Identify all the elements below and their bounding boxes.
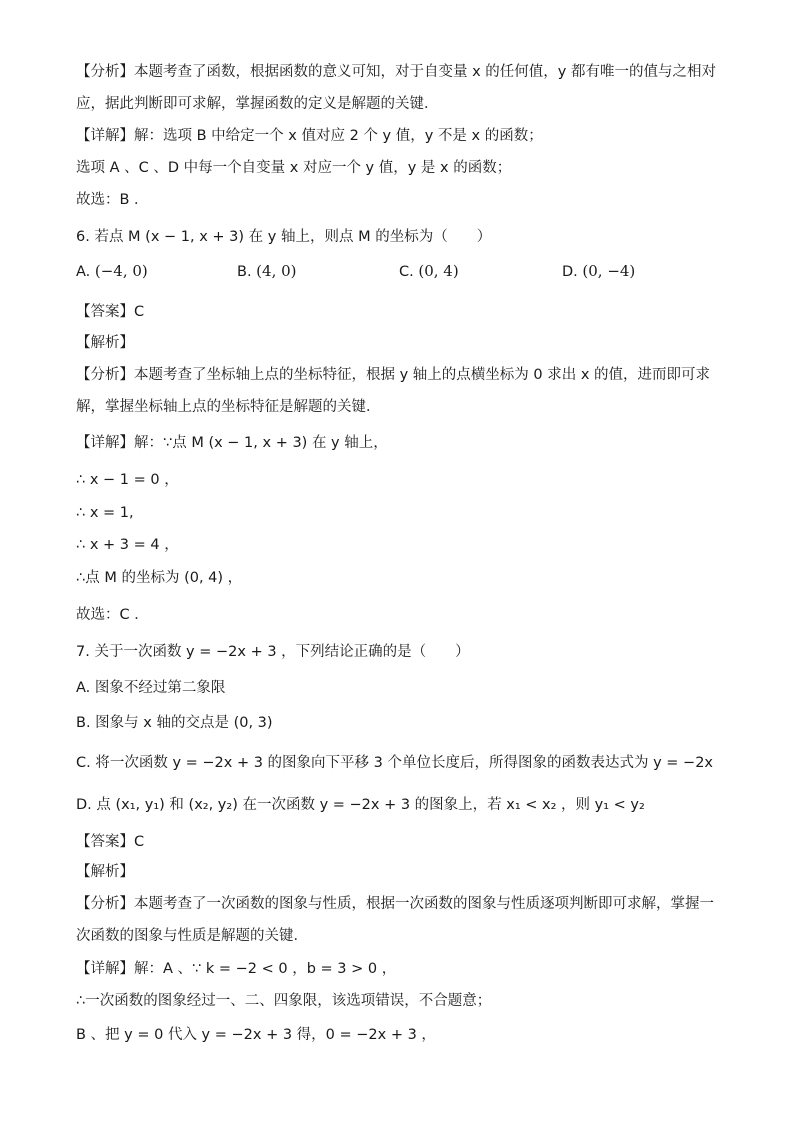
question-6: 6. 若点 M (x − 1, x + 3) 在 y 轴上，则点 M 的坐标为（ ）: [76, 229, 492, 245]
detail-q5-line1: 【详解】解：选项 B 中给定一个 x 值对应 2 个 y 值，y 不是 x 的函数；: [76, 128, 543, 144]
detail-q7-line3: B 、把 y = 0 代入 y = −2x + 3 得，0 = −2x + 3 ，: [76, 1027, 436, 1043]
option-label: D.: [562, 264, 578, 280]
detail-q6-line5: ∴点 M 的坐标为 (0, 4) ，: [76, 570, 243, 586]
answer-q5: 故选：B ．: [76, 192, 149, 208]
question-7: 7. 关于一次函数 y = −2x + 3 ，下列结论正确的是（ ）: [76, 644, 470, 660]
option-value: (0, −4): [582, 262, 636, 280]
explanation-label-q6: 【解析】: [76, 335, 134, 351]
detail-q6-line3: ∴ x = 1,: [76, 505, 134, 521]
option-c: [399, 262, 459, 280]
detail-q6-line2: ∴ x − 1 = 0 ，: [76, 472, 179, 488]
option-a: [76, 262, 148, 280]
option-label: A.: [76, 264, 91, 280]
answer-label-q6: 【答案】C: [76, 304, 145, 320]
answer-q6: 故选：C ．: [76, 607, 149, 623]
analysis-q6: 【分析】本题考查了坐标轴上点的坐标特征，根据 y 轴上的点横坐标为 0 求出 x 的值，进而即可求解，掌握坐标轴上点的坐标特征是解题的关键．: [76, 367, 711, 415]
option-label: B.: [237, 264, 252, 280]
detail-q7-line1: 【详解】解：A 、∵ k = −2 < 0 ，b = 3 > 0 ，: [76, 961, 397, 977]
answer-label-q7: 【答案】C: [76, 834, 145, 850]
detail-q5-line2: 选项 A 、C 、D 中每一个自变量 x 对应一个 y 值，y 是 x 的函数；: [76, 160, 512, 176]
option-value: (0, 4): [418, 262, 459, 280]
option-b: [237, 262, 297, 280]
question-7-option-d: D. 点 (x₁, y₁) 和 (x₂, y₂) 在一次函数 y = −2x + 3 的图象上，若 x₁ < x₂ ，则 y₁ < y₂: [76, 797, 645, 813]
detail-q6-line1: 【详解】解：∵点 M (x − 1, x + 3) 在 y 轴上，: [76, 435, 388, 451]
option-d: [562, 262, 635, 280]
detail-q6-line4: ∴ x + 3 = 4 ，: [76, 537, 179, 553]
analysis-q5: 【分析】本题考查了函数，根据函数的意义可知，对于自变量 x 的任何值，y 都有唯一的值与之相对应，据此判断即可求解，掌握函数的定义是解题的关键．: [76, 64, 716, 112]
detail-q7-line2: ∴一次函数的图象经过一、二、四象限，该选项错误，不合题意；: [76, 993, 492, 1009]
question-7-option-a: A. 图象不经过第二象限: [76, 680, 226, 696]
option-label: C.: [399, 264, 414, 280]
analysis-q7: 【分析】本题考查了一次函数的图象与性质，根据一次函数的图象与性质逐项判断即可求解，掌握一次函数的图象与性质是解题的关键．: [76, 896, 714, 944]
question-7-option-b: B. 图象与 x 轴的交点是 (0, 3): [76, 715, 273, 731]
option-value: (4, 0): [256, 262, 297, 280]
option-value: (−4, 0): [94, 262, 148, 280]
question-7-option-c: C. 将一次函数 y = −2x + 3 的图象向下平移 3 个单位长度后，所得图象的函数表达式为 y = −2x: [76, 755, 714, 771]
explanation-label-q7: 【解析】: [76, 864, 134, 880]
